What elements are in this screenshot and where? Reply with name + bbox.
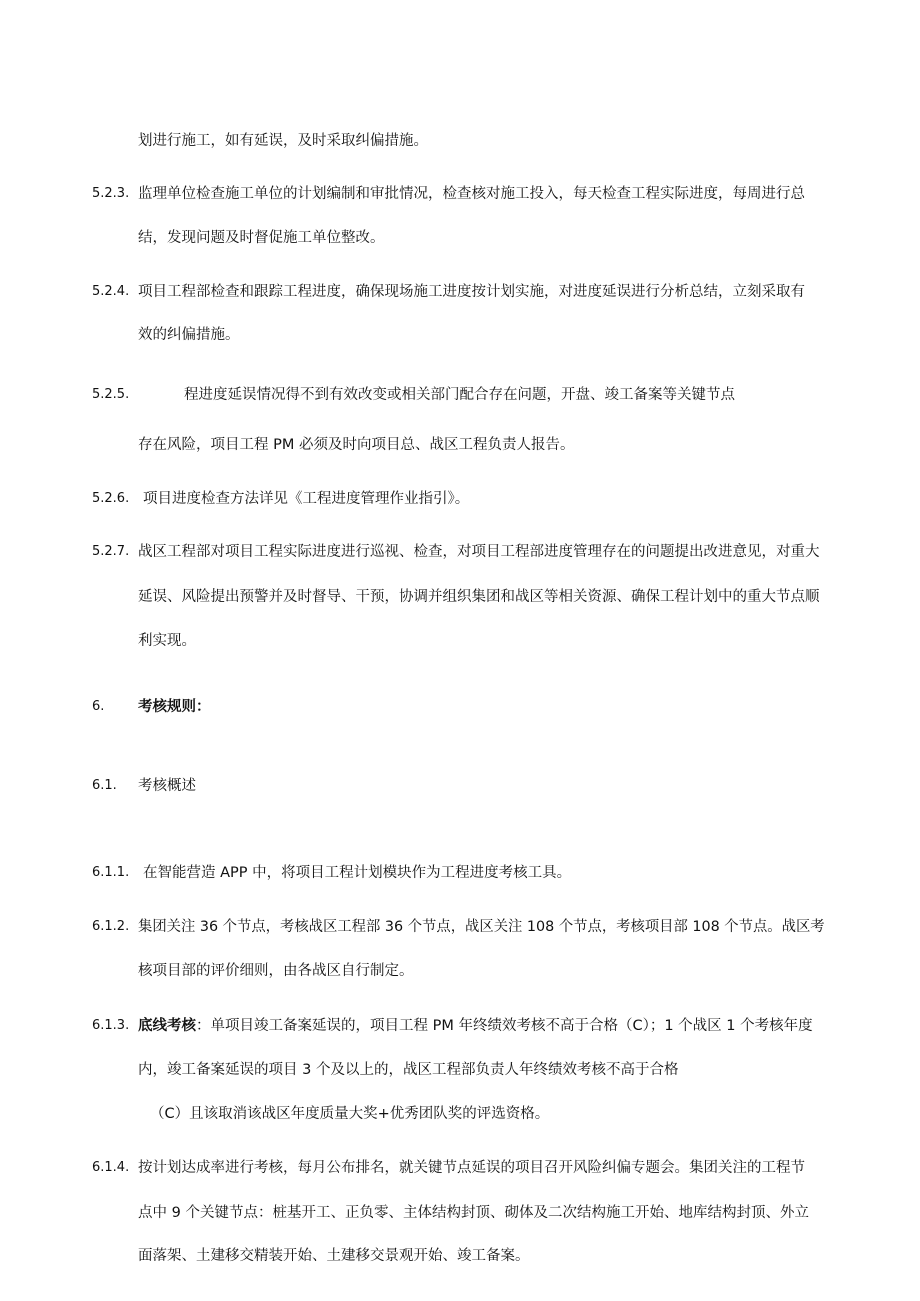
section-5-2-7-line-2: 延误、风险提出预警并及时督导、干预，协调并组织集团和战区等相关资源、确保工程计划中的重大节点顺 xyxy=(138,589,820,605)
section-number-5-2-6: 5.2.6. xyxy=(92,491,130,506)
section-6-1-1-line-1: 在智能营造 APP 中，将项目工程计划模块作为工程进度考核工具。 xyxy=(143,865,572,881)
section-5-2-7-line-1: 战区工程部对项目工程实际进度进行巡视、检查，对项目工程部进度管理存在的问题提出改进意见，对重大 xyxy=(138,544,820,560)
section-6-title: 考核规则： xyxy=(138,699,211,715)
section-number-5-2-7: 5.2.7. xyxy=(92,544,130,559)
section-5-2-5-line-1: 程进度延误情况得不到有效改变或相关部门配合存在问题，开盘、竣工备案等关键节点 xyxy=(184,387,735,403)
section-number-6: 6. xyxy=(92,699,105,714)
section-5-2-4-line-1: 项目工程部检查和跟踪工程进度，确保现场施工进度按计划实施，对进度延误进行分析总结，立刻采取有 xyxy=(138,284,805,300)
section-6-1-2-line-2: 核项目部的评价细则，由各战区自行制定。 xyxy=(138,963,414,979)
section-6-1-3-line-1 xyxy=(138,1016,813,1036)
bottom-line-assessment-label: 底线考核 xyxy=(138,1018,196,1034)
section-6-1-4-line-3: 面落架、土建移交精装开始、土建移交景观开始、竣工备案。 xyxy=(138,1248,530,1264)
section-6-1-3-line-3: （C）且该取消该战区年度质量大奖+优秀团队奖的评选资格。 xyxy=(150,1106,550,1122)
section-number-6-1-2: 6.1.2. xyxy=(92,919,130,934)
section-6-1-title: 考核概述 xyxy=(138,778,196,794)
section-5-2-7-line-3: 利实现。 xyxy=(138,633,196,649)
section-6-1-3-line-1-text: ：单项目竣工备案延误的，项目工程 PM 年终绩效考核不高于合格（C）；1 个战区 1 个考核年度 xyxy=(196,1018,813,1034)
section-number-6-1-1: 6.1.1. xyxy=(92,865,130,880)
section-5-2-3-line-2: 结，发现问题及时督促施工单位整改。 xyxy=(138,230,385,246)
section-6-1-4-line-1: 按计划达成率进行考核，每月公布排名，就关键节点延误的项目召开风险纠偏专题会。集团关注的工程节 xyxy=(138,1160,805,1176)
section-number-6-1-4: 6.1.4. xyxy=(92,1160,130,1175)
section-5-2-4-line-2: 效的纠偏措施。 xyxy=(138,327,240,343)
section-5-2-6-line-1: 项目进度检查方法详见《工程进度管理作业指引》。 xyxy=(143,491,470,507)
section-number-6-1: 6.1. xyxy=(92,778,117,793)
section-number-5-2-4: 5.2.4. xyxy=(92,284,130,299)
section-5-2-5-line-2: 存在风险，项目工程 PM 必须及时向项目总、战区工程负责人报告。 xyxy=(138,437,575,453)
section-number-5-2-5: 5.2.5. xyxy=(92,387,130,402)
section-number-6-1-3: 6.1.3. xyxy=(92,1018,130,1033)
section-5-2-3-line-1: 监理单位检查施工单位的计划编制和审批情况，检查核对施工投入，每天检查工程实际进度，每周进行总 xyxy=(138,186,805,202)
section-6-1-3-line-2: 内，竣工备案延误的项目 3 个及以上的，战区工程部负责人年终绩效考核不高于合格 xyxy=(138,1062,679,1078)
section-6-1-4-line-2: 点中 9 个关键节点：桩基开工、正负零、主体结构封顶、砌体及二次结构施工开始、地库结构封顶、外立 xyxy=(138,1205,809,1221)
paragraph-5-2-1-continuation: 划进行施工，如有延误，及时采取纠偏措施。 xyxy=(138,133,428,149)
section-number-5-2-3: 5.2.3. xyxy=(92,186,130,201)
section-6-1-2-line-1: 集团关注 36 个节点，考核战区工程部 36 个节点，战区关注 108 个节点，考核项目部 108 个节点。战区考 xyxy=(138,919,825,935)
